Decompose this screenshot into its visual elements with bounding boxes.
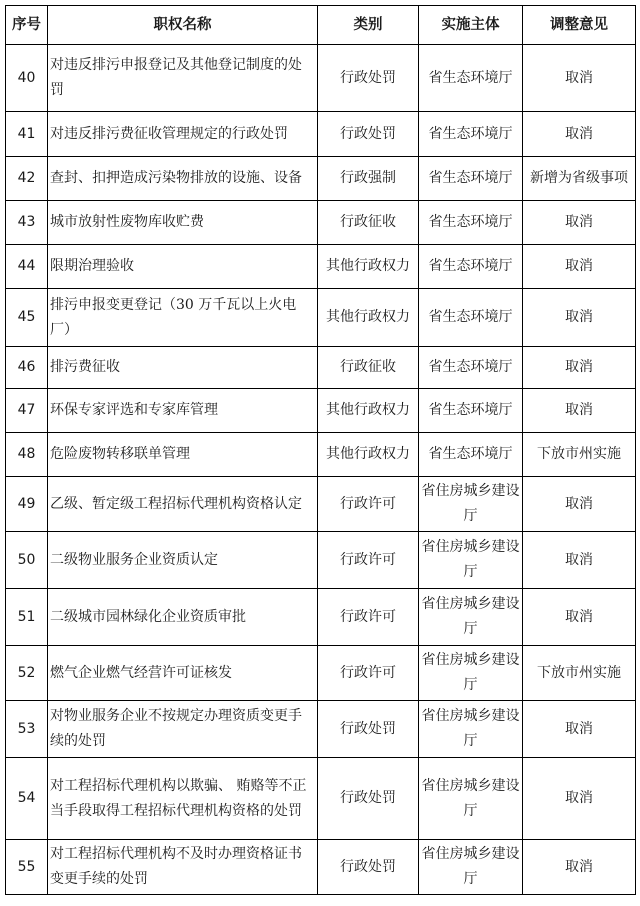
table-row bbox=[6, 532, 636, 589]
implementing-body: 省住房城乡建设厅 bbox=[419, 589, 523, 646]
category: 行政处罚 bbox=[318, 758, 419, 840]
row-number: 48 bbox=[6, 433, 48, 477]
implementing-body: 省住房城乡建设厅 bbox=[419, 840, 523, 895]
authority-name: 环保专家评选和专家库管理 bbox=[48, 389, 318, 433]
header-row bbox=[6, 6, 636, 45]
adjustment-opinion: 取消 bbox=[523, 589, 636, 646]
adjustment-opinion: 下放市州实施 bbox=[523, 433, 636, 477]
authority-name: 城市放射性废物库收贮费 bbox=[48, 201, 318, 245]
implementing-body: 省生态环境厅 bbox=[419, 157, 523, 201]
implementing-body: 省住房城乡建设厅 bbox=[419, 477, 523, 532]
adjustment-opinion: 取消 bbox=[523, 289, 636, 347]
adjustment-opinion: 取消 bbox=[523, 201, 636, 245]
table-row bbox=[6, 433, 636, 477]
category: 行政处罚 bbox=[318, 701, 419, 758]
table-row bbox=[6, 477, 636, 532]
adjustment-opinion: 新增为省级事项 bbox=[523, 157, 636, 201]
implementing-body: 省生态环境厅 bbox=[419, 433, 523, 477]
row-number: 41 bbox=[6, 112, 48, 157]
implementing-body: 省住房城乡建设厅 bbox=[419, 532, 523, 589]
table-row bbox=[6, 389, 636, 433]
category: 行政征收 bbox=[318, 201, 419, 245]
table-row bbox=[6, 245, 636, 289]
implementing-body: 省生态环境厅 bbox=[419, 201, 523, 245]
category: 行政许可 bbox=[318, 589, 419, 646]
authority-name: 燃气企业燃气经营许可证核发 bbox=[48, 646, 318, 701]
adjustment-opinion: 取消 bbox=[523, 245, 636, 289]
table-row bbox=[6, 758, 636, 840]
row-number: 55 bbox=[6, 840, 48, 895]
adjustment-opinion: 取消 bbox=[523, 45, 636, 112]
row-number: 43 bbox=[6, 201, 48, 245]
header-category: 类别 bbox=[318, 6, 419, 45]
header-adjustment: 调整意见 bbox=[523, 6, 636, 45]
category: 其他行政权力 bbox=[318, 289, 419, 347]
authority-adjustment-table bbox=[5, 5, 636, 895]
authority-name: 排污费征收 bbox=[48, 347, 318, 389]
category: 行政许可 bbox=[318, 646, 419, 701]
category: 行政征收 bbox=[318, 347, 419, 389]
authority-name: 二级城市园林绿化企业资质审批 bbox=[48, 589, 318, 646]
row-number: 54 bbox=[6, 758, 48, 840]
authority-name: 对工程招标代理机构以欺骗、 贿赂等不正当手段取得工程招标代理机构资格的处罚 bbox=[48, 758, 318, 840]
authority-name: 对违反排污费征收管理规定的行政处罚 bbox=[48, 112, 318, 157]
adjustment-opinion: 取消 bbox=[523, 840, 636, 895]
header-no: 序号 bbox=[6, 6, 48, 45]
implementing-body: 省生态环境厅 bbox=[419, 245, 523, 289]
adjustment-opinion: 取消 bbox=[523, 701, 636, 758]
header-name: 职权名称 bbox=[48, 6, 318, 45]
category: 行政许可 bbox=[318, 532, 419, 589]
row-number: 50 bbox=[6, 532, 48, 589]
implementing-body: 省住房城乡建设厅 bbox=[419, 701, 523, 758]
table-row bbox=[6, 201, 636, 245]
table-row bbox=[6, 112, 636, 157]
authority-name: 乙级、暂定级工程招标代理机构资格认定 bbox=[48, 477, 318, 532]
row-number: 49 bbox=[6, 477, 48, 532]
adjustment-opinion: 取消 bbox=[523, 532, 636, 589]
table-row bbox=[6, 840, 636, 895]
implementing-body: 省生态环境厅 bbox=[419, 389, 523, 433]
category: 行政处罚 bbox=[318, 112, 419, 157]
table-row bbox=[6, 157, 636, 201]
table-row bbox=[6, 45, 636, 112]
category: 行政许可 bbox=[318, 477, 419, 532]
implementing-body: 省生态环境厅 bbox=[419, 347, 523, 389]
row-number: 51 bbox=[6, 589, 48, 646]
category: 其他行政权力 bbox=[318, 245, 419, 289]
implementing-body: 省生态环境厅 bbox=[419, 112, 523, 157]
authority-name: 查封、扣押造成污染物排放的设施、设备 bbox=[48, 157, 318, 201]
table-row bbox=[6, 701, 636, 758]
authority-name: 二级物业服务企业资质认定 bbox=[48, 532, 318, 589]
authority-name: 危险废物转移联单管理 bbox=[48, 433, 318, 477]
adjustment-opinion: 取消 bbox=[523, 347, 636, 389]
adjustment-opinion: 取消 bbox=[523, 758, 636, 840]
adjustment-opinion: 取消 bbox=[523, 477, 636, 532]
authority-name: 排污申报变更登记（30 万千瓦以上火电厂） bbox=[48, 289, 318, 347]
category: 其他行政权力 bbox=[318, 389, 419, 433]
row-number: 42 bbox=[6, 157, 48, 201]
category: 其他行政权力 bbox=[318, 433, 419, 477]
adjustment-opinion: 取消 bbox=[523, 112, 636, 157]
authority-name: 对违反排污申报登记及其他登记制度的处罚 bbox=[48, 45, 318, 112]
row-number: 53 bbox=[6, 701, 48, 758]
authority-name: 限期治理验收 bbox=[48, 245, 318, 289]
row-number: 46 bbox=[6, 347, 48, 389]
table-row bbox=[6, 347, 636, 389]
authority-name: 对物业服务企业不按规定办理资质变更手续的处罚 bbox=[48, 701, 318, 758]
row-number: 44 bbox=[6, 245, 48, 289]
table-row bbox=[6, 589, 636, 646]
category: 行政处罚 bbox=[318, 840, 419, 895]
row-number: 47 bbox=[6, 389, 48, 433]
implementing-body: 省生态环境厅 bbox=[419, 289, 523, 347]
implementing-body: 省生态环境厅 bbox=[419, 45, 523, 112]
row-number: 45 bbox=[6, 289, 48, 347]
implementing-body: 省住房城乡建设厅 bbox=[419, 646, 523, 701]
adjustment-opinion: 取消 bbox=[523, 389, 636, 433]
category: 行政强制 bbox=[318, 157, 419, 201]
row-number: 40 bbox=[6, 45, 48, 112]
implementing-body: 省住房城乡建设厅 bbox=[419, 758, 523, 840]
table-row bbox=[6, 646, 636, 701]
row-number: 52 bbox=[6, 646, 48, 701]
table-row bbox=[6, 289, 636, 347]
header-body: 实施主体 bbox=[419, 6, 523, 45]
adjustment-opinion: 下放市州实施 bbox=[523, 646, 636, 701]
category: 行政处罚 bbox=[318, 45, 419, 112]
authority-name: 对工程招标代理机构不及时办理资格证书变更手续的处罚 bbox=[48, 840, 318, 895]
